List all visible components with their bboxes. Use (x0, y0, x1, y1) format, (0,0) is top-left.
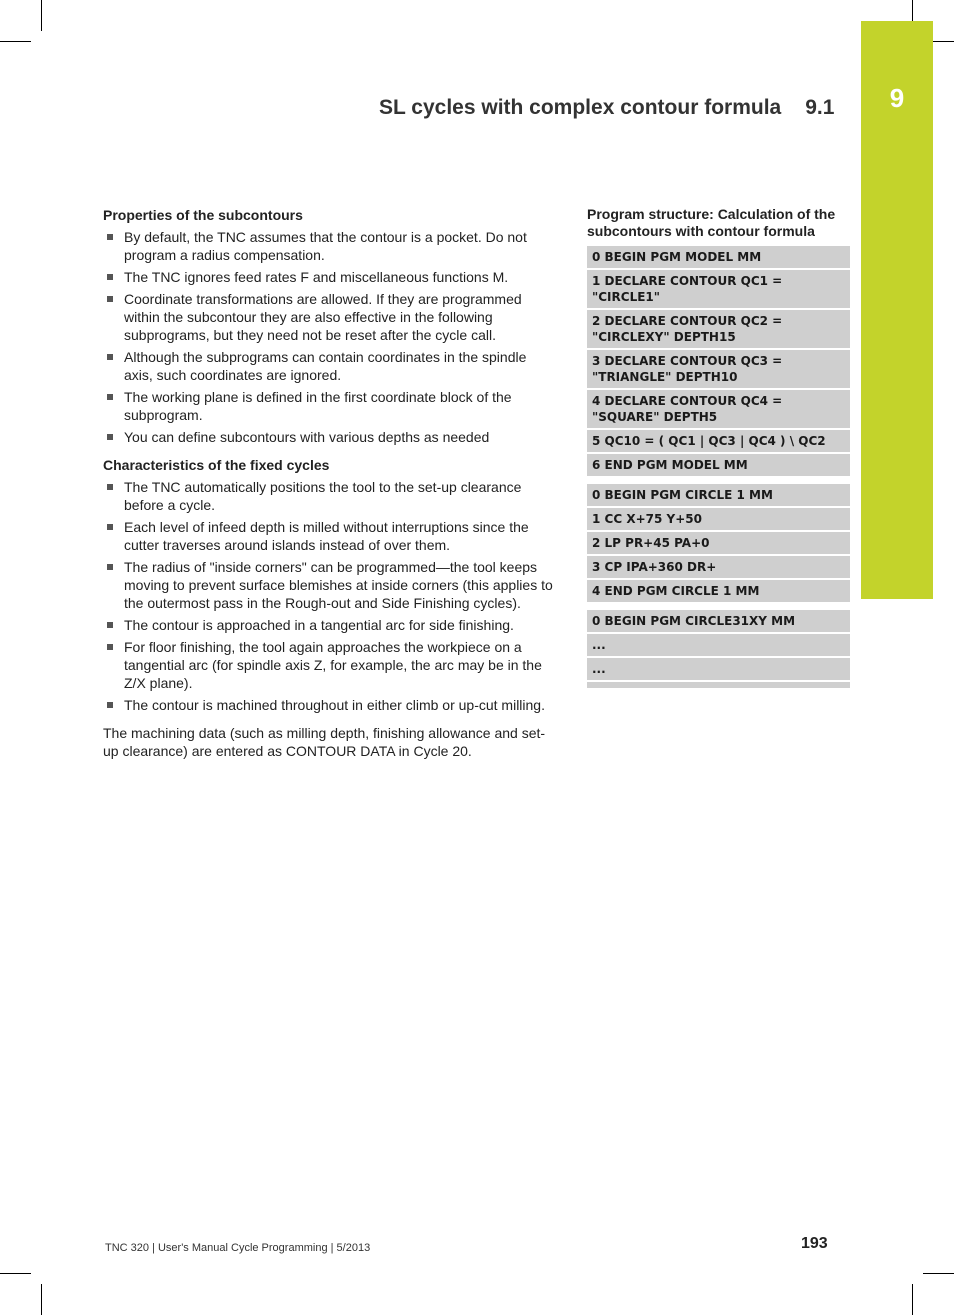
header-section: 9.1 (805, 96, 835, 119)
crop-mark (912, 0, 913, 21)
footer-text: TNC 320 | User's Manual Cycle Programming | 5/2013 (105, 1242, 371, 1254)
code-line (587, 682, 850, 688)
code-block (587, 246, 850, 476)
crop-mark (912, 1284, 913, 1315)
code-line: 2 LP PR+45 PA+0 (587, 532, 850, 554)
page-number: 193 (801, 1235, 828, 1252)
list-item: Coordinate transformations are allowed. If they are programmed within the subcontour they are also effective in the following subprograms, but they need not be reset after the cycle call. (103, 290, 555, 344)
list-item: The TNC automatically positions the tool to the set-up clearance before a cycle. (103, 478, 555, 514)
list-item: By default, the TNC assumes that the contour is a pocket. Do not program a radius compensation. (103, 228, 555, 264)
code-line: 4 END PGM CIRCLE 1 MM (587, 580, 850, 602)
code-line: 5 QC10 = ( QC1 | QC3 | QC4 ) \ QC2 (587, 430, 850, 452)
program-structure-heading: Program structure: Calculation of the subcontours with contour formula (587, 206, 836, 239)
code-line: 0 BEGIN PGM MODEL MM (587, 246, 850, 268)
list-item: The contour is machined throughout in either climb or up-cut milling. (103, 696, 555, 714)
code-line: ... (587, 634, 850, 656)
code-line: 2 DECLARE CONTOUR QC2 = "CIRCLEXY" DEPTH15 (587, 310, 850, 348)
code-block (587, 610, 850, 688)
list-item: Although the subprograms can contain coordinates in the spindle axis, such coordinates are ignored. (103, 348, 555, 384)
section-heading: Characteristics of the fixed cycles (103, 457, 330, 473)
right-column (587, 206, 850, 696)
list-item: The TNC ignores feed rates F and miscellaneous functions M. (103, 268, 555, 286)
crop-mark (0, 41, 31, 42)
code-line: 6 END PGM MODEL MM (587, 454, 850, 476)
chapter-tab (861, 21, 933, 599)
code-line: 4 DECLARE CONTOUR QC4 = "SQUARE" DEPTH5 (587, 390, 850, 428)
left-column (103, 206, 555, 760)
crop-mark (41, 1284, 42, 1315)
header-title: SL cycles with complex contour formula (379, 96, 782, 119)
list-item: Each level of infeed depth is milled without interruptions since the cutter traverses around islands instead of over them. (103, 518, 555, 554)
list-item: For floor finishing, the tool again approaches the workpiece on a tangential arc (for spindle axis Z, for example, the arc may be in the Z/X plane). (103, 638, 555, 692)
code-line: 3 CP IPA+360 DR+ (587, 556, 850, 578)
crop-mark (923, 1273, 954, 1274)
code-line: 3 DECLARE CONTOUR QC3 = "TRIANGLE" DEPTH10 (587, 350, 850, 388)
closing-paragraph: The machining data (such as milling depth, finishing allowance and set-up clearance) are entered as CONTOUR DATA in Cycle 20. (103, 725, 546, 759)
list-item: You can define subcontours with various depths as needed (103, 428, 555, 446)
bullet-list (103, 478, 555, 714)
code-line: 0 BEGIN PGM CIRCLE 1 MM (587, 484, 850, 506)
code-line: 1 DECLARE CONTOUR QC1 = "CIRCLE1" (587, 270, 850, 308)
section-heading: Properties of the subcontours (103, 207, 303, 223)
code-line: 1 CC X+75 Y+50 (587, 508, 850, 530)
page-header (379, 96, 834, 120)
crop-mark (0, 1273, 31, 1274)
chapter-number: 9 (889, 83, 905, 113)
list-item: The working plane is defined in the first coordinate block of the subprogram. (103, 388, 555, 424)
program-listing (587, 246, 850, 688)
list-item: The radius of "inside corners" can be programmed—the tool keeps moving to prevent surface blemishes at inside corners (this applies to the outermost pass in the Rough-out and Side Finishing cycles). (103, 558, 555, 612)
list-item: The contour is approached in a tangential arc for side finishing. (103, 616, 555, 634)
code-block (587, 484, 850, 602)
crop-mark (41, 0, 42, 31)
code-line: ... (587, 658, 850, 680)
code-line: 0 BEGIN PGM CIRCLE31XY MM (587, 610, 850, 632)
bullet-list (103, 228, 555, 446)
